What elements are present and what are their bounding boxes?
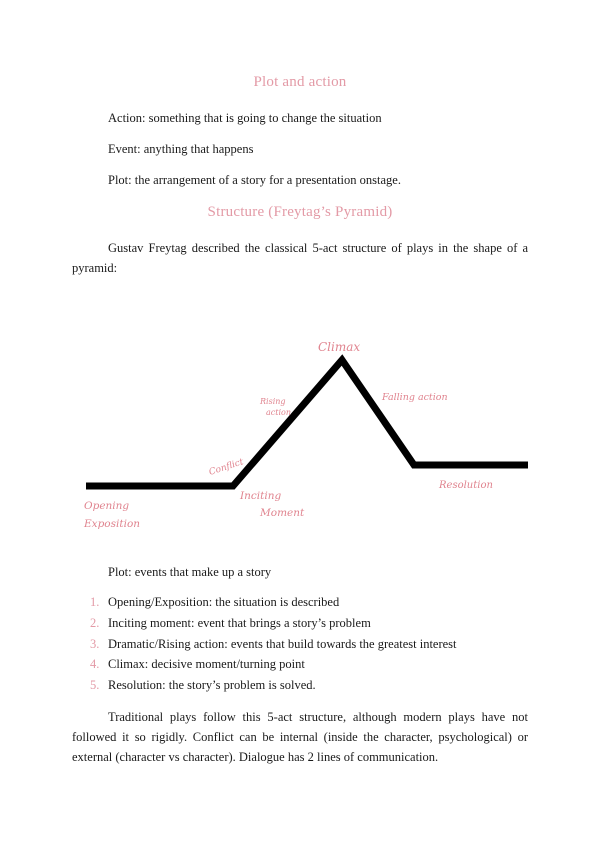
- list-item: [90, 613, 457, 634]
- pyramid-line: [86, 360, 528, 486]
- label-resolution: Resolution: [439, 480, 493, 491]
- definition-plot: Plot: the arrangement of a story for a presentation onstage.: [108, 173, 401, 187]
- label-exposition: Exposition: [84, 518, 141, 530]
- label-falling-action: Falling action: [382, 392, 448, 403]
- list-number: 5.: [90, 678, 100, 693]
- label-moment: Moment: [260, 507, 305, 519]
- list-number: 4.: [90, 657, 100, 672]
- plot-stages-list: [90, 592, 457, 696]
- list-text: Opening/Exposition: the situation is described: [108, 595, 340, 609]
- section-heading-structure: Structure (Freytag’s Pyramid): [207, 204, 393, 220]
- closing-paragraph: Traditional plays follow this 5-act structure, although modern plays have not followed it so rigidly. Conflict can be internal (inside the character, psychological) or external (character vs character). Dialogue has 2 lines of communication.: [72, 710, 528, 764]
- definition-event: Event: anything that happens: [108, 142, 254, 156]
- definition-action: Action: something that is going to change the situation: [108, 111, 382, 125]
- list-item: [90, 654, 457, 675]
- list-item: [90, 675, 457, 696]
- list-number: 3.: [90, 636, 100, 651]
- intro-paragraph: Gustav Freytag described the classical 5-act structure of plays in the shape of a pyramid:: [72, 241, 528, 275]
- label-opening: Opening: [84, 500, 130, 512]
- section-heading-plot: Plot and action: [253, 74, 347, 90]
- freytag-pyramid-diagram: [70, 320, 530, 542]
- list-number: 1.: [90, 595, 100, 609]
- list-text: Climax: decisive moment/turning point: [108, 657, 305, 672]
- label-rising-2: action: [266, 408, 291, 417]
- label-climax: Climax: [318, 340, 361, 354]
- list-text: Inciting moment: event that brings a story’s problem: [108, 615, 371, 630]
- list-number: 2.: [90, 615, 100, 630]
- plot-definition: Plot: events that make up a story: [108, 565, 272, 579]
- list-text: Resolution: the story’s problem is solved.: [108, 678, 316, 693]
- label-rising-1: Rising: [260, 397, 286, 406]
- list-item: [90, 592, 457, 613]
- label-conflict: Conflict: [207, 457, 245, 478]
- list-item: [90, 634, 457, 655]
- label-inciting: Inciting: [240, 490, 282, 502]
- list-text: Dramatic/Rising action: events that build towards the greatest interest: [108, 636, 457, 651]
